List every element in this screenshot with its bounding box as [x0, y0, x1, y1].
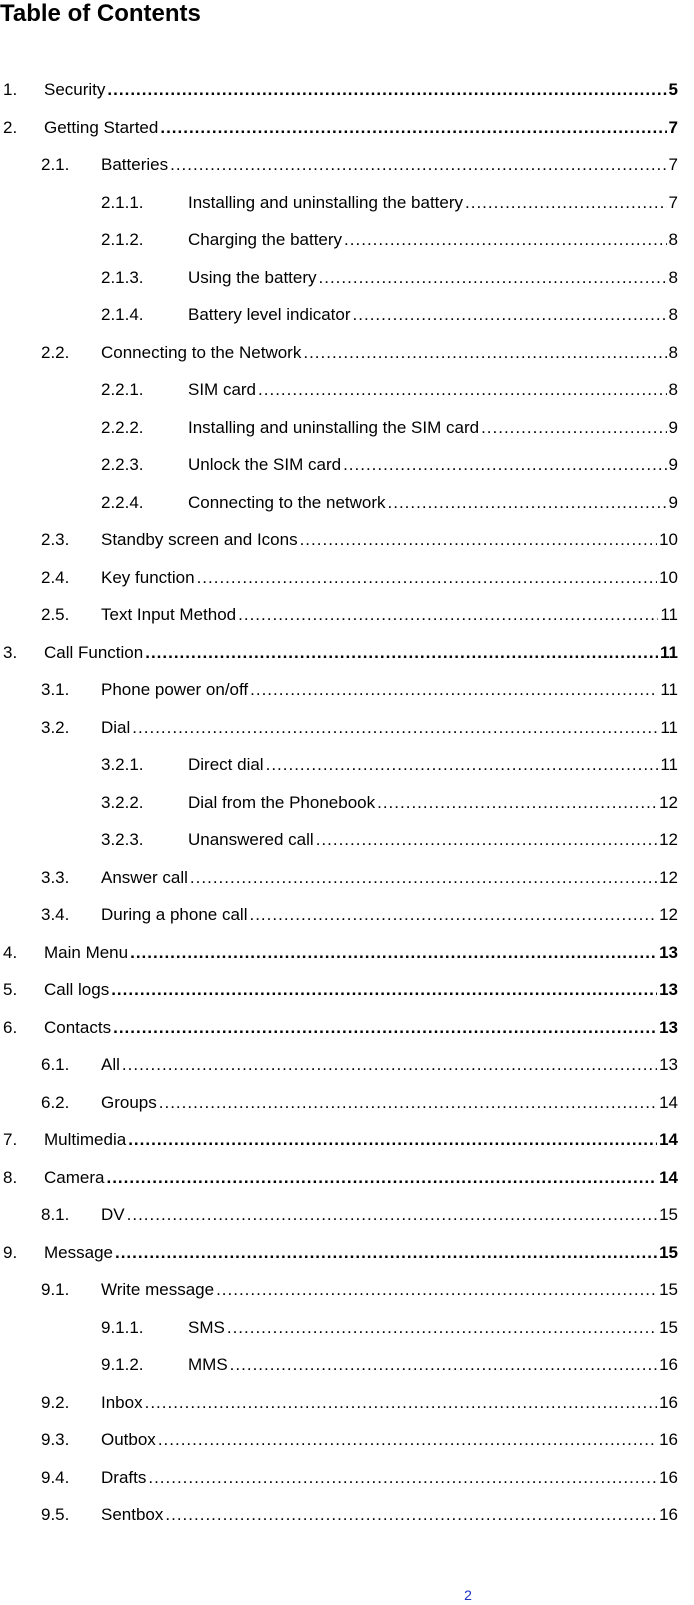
toc-entry-page: 15	[659, 1317, 678, 1337]
toc-entry-number: 9.2.	[41, 1392, 70, 1412]
dot-leader	[388, 493, 667, 513]
toc-entry-title: Call Function	[44, 642, 144, 662]
toc-entry[interactable]	[41, 145, 678, 175]
toc-entry-page: 10	[659, 530, 678, 549]
dot-leader	[216, 1280, 657, 1300]
toc-entry-number: 1.	[3, 80, 18, 99]
toc-entry-title: Camera	[44, 1167, 105, 1187]
toc-entry-title: MMS	[188, 1355, 228, 1374]
toc-entry-page: 12	[659, 905, 678, 924]
dot-leader	[316, 830, 657, 850]
toc-entry-page: 16	[659, 1505, 678, 1524]
toc-entry-page: 16	[659, 1430, 678, 1449]
toc-entry-number: 2.1.2.	[101, 230, 144, 249]
toc-entry[interactable]	[41, 558, 678, 588]
toc-entry[interactable]	[3, 1233, 678, 1263]
toc-entry-number: 3.3.	[41, 867, 70, 887]
dot-leader	[145, 643, 658, 663]
toc-entry-page: 8	[668, 305, 678, 324]
toc-entry-number: 3.2.3.	[101, 830, 144, 849]
dot-leader	[465, 193, 667, 213]
toc-entry-number: 6.	[3, 1017, 18, 1037]
toc-entry[interactable]	[41, 333, 678, 363]
toc-entry-title: Inbox	[101, 1392, 143, 1412]
toc-entry-page: 14	[659, 1167, 678, 1187]
toc-entry-page: 13	[659, 980, 678, 999]
toc-entry-title: Drafts	[101, 1467, 147, 1487]
dot-leader	[250, 680, 658, 700]
toc-entry-page: 7	[668, 192, 678, 212]
toc-entry-number: 2.1.3.	[101, 267, 144, 287]
dot-leader	[145, 1393, 657, 1413]
toc-entry-title: During a phone call	[101, 905, 248, 924]
toc-entry[interactable]	[41, 858, 678, 888]
toc-entry-title: Key function	[101, 567, 195, 587]
toc-entry-title: Call logs	[44, 980, 110, 999]
toc-entry-title: Direct dial	[188, 755, 264, 774]
dot-leader	[377, 793, 657, 813]
dot-leader	[249, 905, 657, 925]
toc-entry[interactable]	[3, 1158, 678, 1188]
toc-entry[interactable]	[101, 745, 678, 775]
toc-entry-title: Groups	[101, 1092, 157, 1112]
toc-entry-title: Battery level indicator	[188, 305, 351, 324]
toc-entry-number: 7.	[3, 1130, 18, 1149]
toc-entry[interactable]	[101, 370, 678, 400]
toc-entry[interactable]	[3, 1008, 678, 1038]
toc-entry[interactable]	[41, 895, 678, 925]
toc-entry[interactable]	[41, 1195, 678, 1225]
toc-entry[interactable]	[41, 1045, 678, 1075]
toc-entry[interactable]	[41, 1420, 678, 1450]
dot-leader	[132, 718, 658, 738]
toc-entry-number: 9.1.	[41, 1280, 70, 1299]
toc-entry[interactable]	[3, 1120, 678, 1150]
dot-leader	[230, 1355, 657, 1375]
toc-entry-page: 9	[668, 417, 678, 437]
toc-entry-title: Charging the battery	[188, 230, 343, 249]
toc-entry-number: 2.	[3, 117, 18, 137]
dot-leader	[258, 380, 667, 400]
toc-entry-number: 9.4.	[41, 1467, 70, 1487]
toc-entry-number: 2.1.1.	[101, 192, 144, 212]
toc-entry[interactable]	[41, 1270, 678, 1300]
toc-entry-title: SIM card	[188, 380, 257, 399]
toc-entry-page: 14	[659, 1130, 678, 1149]
toc-entry[interactable]	[101, 258, 678, 288]
toc-entry-number: 2.4.	[41, 567, 70, 587]
dot-leader	[303, 343, 666, 363]
page-title: Table of Contents	[0, 0, 201, 27]
dot-leader	[170, 155, 666, 175]
toc-entry[interactable]	[101, 783, 678, 813]
toc-entry-number: 3.1.	[41, 680, 70, 699]
dot-leader	[106, 1168, 657, 1188]
toc-entry-number: 2.5.	[41, 605, 70, 624]
dot-leader	[190, 868, 657, 888]
toc-entry-number: 2.3.	[41, 530, 70, 549]
toc-entry-number: 2.1.4.	[101, 305, 144, 324]
dot-leader	[266, 755, 659, 775]
toc-entry-title: Outbox	[101, 1430, 156, 1449]
dot-leader	[128, 1130, 657, 1150]
toc-entry-number: 2.2.	[41, 342, 70, 362]
toc-entry-title: Answer call	[101, 867, 188, 887]
dot-leader	[159, 1093, 657, 1113]
toc-entry-title: SMS	[188, 1317, 225, 1337]
toc-entry-number: 5.	[3, 980, 18, 999]
toc-entry-page: 16	[659, 1355, 678, 1374]
dot-leader	[319, 268, 667, 288]
toc-entry-title: Installing and uninstalling the battery	[188, 192, 464, 212]
dot-leader	[343, 455, 666, 475]
toc-entry-number: 3.	[3, 642, 18, 662]
toc-entry-page: 11	[660, 680, 678, 699]
dot-leader	[481, 418, 666, 438]
toc-entry[interactable]	[41, 1458, 678, 1488]
toc-entry[interactable]	[101, 1308, 678, 1338]
toc-entry[interactable]	[101, 295, 678, 325]
toc-entry-title: Using the battery	[188, 267, 317, 287]
toc-entry-page: 13	[659, 1017, 678, 1037]
toc-entry[interactable]	[3, 933, 678, 963]
dot-leader	[227, 1318, 657, 1338]
toc-entry-number: 3.2.2.	[101, 792, 144, 812]
toc-entry-number: 8.1.	[41, 1205, 70, 1224]
toc-entry-title: Unanswered call	[188, 830, 314, 849]
toc-entry[interactable]	[41, 1495, 678, 1525]
toc-entry-number: 3.2.	[41, 717, 70, 737]
toc-entry-title: Connecting to the Network	[101, 342, 302, 362]
toc-entry-title: Batteries	[101, 155, 169, 174]
dot-leader	[165, 1505, 657, 1525]
toc-entry[interactable]	[3, 70, 678, 100]
toc-entry-number: 2.2.4.	[101, 492, 144, 512]
toc-entry-page: 15	[659, 1242, 678, 1262]
toc-entry-page: 8	[668, 230, 678, 249]
toc-entry-number: 9.1.1.	[101, 1317, 144, 1337]
toc-entry-title: Installing and uninstalling the SIM card	[188, 417, 480, 437]
toc-entry-number: 3.4.	[41, 905, 70, 924]
dot-leader	[122, 1055, 657, 1075]
toc-entry-title: Unlock the SIM card	[188, 455, 342, 474]
toc-entry[interactable]	[41, 1383, 678, 1413]
dot-leader	[238, 605, 658, 625]
toc-entry-page: 12	[659, 792, 678, 812]
toc-entry-title: Getting Started	[44, 117, 159, 137]
toc-entry-number: 9.3.	[41, 1430, 70, 1449]
toc-entry-title: Sentbox	[101, 1505, 164, 1524]
toc-entry-title: Text Input Method	[101, 605, 237, 624]
toc-entry-page: 14	[659, 1092, 678, 1112]
toc-entry-page: 15	[659, 1280, 678, 1299]
toc-entry-page: 8	[668, 380, 678, 399]
dot-leader	[160, 118, 666, 138]
toc-entry-number: 6.2.	[41, 1092, 70, 1112]
toc-entry[interactable]	[41, 520, 678, 550]
toc-entry-page: 13	[659, 942, 678, 962]
toc-entry-title: Security	[44, 80, 106, 99]
toc-entry-number: 4.	[3, 942, 18, 962]
toc-entry-number: 3.2.1.	[101, 755, 144, 774]
toc-entry-number: 8.	[3, 1167, 18, 1187]
toc-entry[interactable]	[41, 595, 678, 625]
toc-entry-page: 9	[668, 455, 678, 474]
toc-entry-title: All	[101, 1055, 120, 1074]
toc-entry-title: Message	[44, 1242, 113, 1262]
toc-entry-page: 5	[668, 80, 678, 99]
toc-entry-title: Standby screen and Icons	[101, 530, 298, 549]
toc-entry-number: 2.2.1.	[101, 380, 144, 399]
toc-entry[interactable]	[101, 183, 678, 213]
toc-entry-title: DV	[101, 1205, 125, 1224]
toc-entry-page: 15	[659, 1205, 678, 1224]
toc-entry-title: Dial from the Phonebook	[188, 792, 376, 812]
toc-entry-page: 13	[659, 1055, 678, 1074]
toc-entry-page: 10	[659, 567, 678, 587]
toc-entry[interactable]	[3, 108, 678, 138]
toc-entry-number: 2.1.	[41, 155, 70, 174]
dot-leader	[344, 230, 666, 250]
dot-leader	[158, 1430, 657, 1450]
dot-leader	[107, 80, 666, 100]
toc-entry-title: Main Menu	[44, 942, 129, 962]
dot-leader	[300, 530, 658, 550]
toc-entry-number: 9.1.2.	[101, 1355, 144, 1374]
toc-entry-title: Connecting to the network	[188, 492, 386, 512]
toc-entry-title: Multimedia	[44, 1130, 127, 1149]
dot-leader	[113, 1018, 657, 1038]
toc-entry-page: 16	[659, 1467, 678, 1487]
toc-entry[interactable]	[41, 708, 678, 738]
toc-entry[interactable]	[41, 1083, 678, 1113]
dot-leader	[127, 1205, 657, 1225]
dot-leader	[115, 1243, 657, 1263]
toc-entry-page: 12	[659, 867, 678, 887]
toc-entry-page: 8	[668, 342, 678, 362]
toc-entry-title: Dial	[101, 717, 131, 737]
toc-entry-page: 12	[659, 830, 678, 849]
toc-entry[interactable]	[3, 633, 678, 663]
toc-entry[interactable]	[101, 820, 678, 850]
toc-entry[interactable]	[101, 408, 678, 438]
toc-entry[interactable]	[101, 483, 678, 513]
toc-entry-page: 7	[668, 117, 678, 137]
toc-entry-page: 11	[660, 755, 678, 774]
toc-entry-page: 11	[660, 605, 678, 624]
toc-entry-title: Write message	[101, 1280, 215, 1299]
toc-entry-page: 9	[668, 492, 678, 512]
toc-entry[interactable]	[101, 220, 678, 250]
toc-entry-page: 11	[660, 717, 678, 737]
toc-entry-page: 11	[660, 642, 678, 662]
page-number: 2	[464, 1587, 472, 1603]
toc-entry[interactable]	[41, 670, 678, 700]
toc-entry-page: 7	[668, 155, 678, 174]
toc-entry-title: Contacts	[44, 1017, 112, 1037]
toc-entry[interactable]	[101, 445, 678, 475]
dot-leader	[111, 980, 657, 1000]
toc-entry[interactable]	[101, 1345, 678, 1375]
toc-entry-title: Phone power on/off	[101, 680, 249, 699]
dot-leader	[148, 1468, 657, 1488]
toc-entry-number: 9.5.	[41, 1505, 70, 1524]
toc-entry-number: 9.	[3, 1242, 18, 1262]
toc-entry-page: 16	[659, 1392, 678, 1412]
dot-leader	[197, 568, 658, 588]
dot-leader	[353, 305, 667, 325]
dot-leader	[130, 943, 657, 963]
toc-entry[interactable]	[3, 970, 678, 1000]
toc-entry-number: 6.1.	[41, 1055, 70, 1074]
toc-entry-number: 2.2.2.	[101, 417, 144, 437]
toc-entry-page: 8	[668, 267, 678, 287]
toc-entry-number: 2.2.3.	[101, 455, 144, 474]
